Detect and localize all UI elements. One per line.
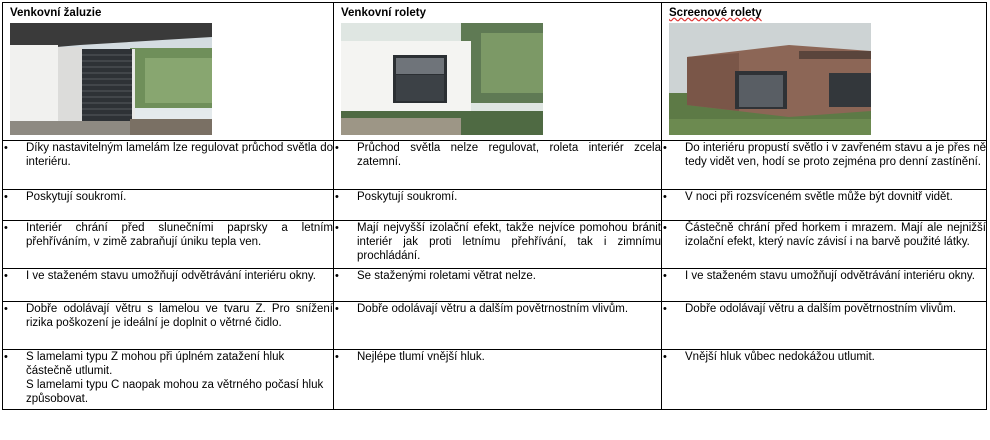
comparison-row (3, 269, 987, 302)
cell-text: Poskytují soukromí. (357, 191, 458, 203)
bullet-icon: • (4, 351, 8, 363)
bullet-icon: • (4, 142, 8, 154)
table-cell (3, 269, 334, 302)
list-item (334, 141, 661, 169)
column-title: Venkovní žaluzie (10, 7, 102, 19)
exterior-blinds-photo (10, 23, 212, 135)
cell-text: Mají nejvyšší izolační efekt, takže nejvíce pomohou bránit interiér jak proti letnímu přehřívání, tak i zimnímu prochládání. (357, 222, 661, 262)
column-header-exterior-blinds (3, 3, 334, 141)
list-item (3, 302, 333, 330)
screen-blinds-photo (669, 23, 871, 135)
table-cell (334, 190, 662, 221)
table-cell (3, 350, 334, 410)
table-cell (334, 350, 662, 410)
comparison-row (3, 302, 987, 350)
list-item (662, 302, 986, 316)
cell-text: Poskytují soukromí. (26, 191, 127, 203)
list-item (334, 302, 661, 316)
comparison-row (3, 141, 987, 190)
cell-text: Se staženými roletami větrat nelze. (357, 270, 536, 282)
column-header-roller-shutters (334, 3, 662, 141)
cell-text: Průchod světla nelze regulovat, roleta interiér zcela zatemní. (357, 142, 661, 168)
bullet-icon: • (4, 303, 8, 315)
table-cell (334, 141, 662, 190)
column-title: Venkovní rolety (341, 7, 427, 19)
column-title: Screenové rolety (669, 7, 762, 19)
cell-text: I ve staženém stavu umožňují odvětrávání interiéru okny. (685, 270, 975, 282)
cell-text: Do interiéru propustí světlo i v zavřeném stavu a je přes ně tedy vidět ven, hodí se proto zejména pro denní zastínění. (685, 142, 986, 168)
bullet-icon: • (663, 191, 667, 203)
bullet-icon: • (335, 303, 339, 315)
bullet-icon: • (335, 191, 339, 203)
cell-text: V noci při rozsvíceném světle může být dovnitř vidět. (685, 191, 953, 203)
comparison-table (2, 2, 987, 410)
list-item (662, 141, 986, 169)
table-cell (334, 221, 662, 269)
cell-text: Dobře odolávají větru a dalším povětrnostním vlivům. (685, 303, 957, 315)
bullet-icon: • (335, 142, 339, 154)
list-item (662, 269, 986, 283)
cell-text: Díky nastavitelným lamelám lze regulovat průchod světla do interiéru. (26, 142, 333, 168)
bullet-icon: • (663, 270, 667, 282)
list-item (334, 221, 661, 263)
table-cell (662, 141, 987, 190)
cell-text: Částečně chrání před horkem i mrazem. Mají ale nejnižší izolační efekt, který navíc závisí i na barvě použité látky. (685, 222, 986, 248)
list-item (662, 190, 986, 204)
cell-text: I ve staženém stavu umožňují odvětrávání interiéru okny. (26, 270, 316, 282)
table-cell (662, 221, 987, 269)
table-cell (3, 141, 334, 190)
bullet-icon: • (663, 303, 667, 315)
table-cell (3, 190, 334, 221)
cell-text: Interiér chrání před slunečními paprsky a letním přehříváním, v zimě zabraňují úniku tepla ven. (26, 222, 333, 248)
comparison-row (3, 350, 987, 410)
list-item (334, 350, 661, 364)
bullet-icon: • (663, 351, 667, 363)
table-cell (3, 302, 334, 350)
list-item (3, 221, 333, 249)
bullet-icon: • (4, 222, 8, 234)
cell-text: Dobře odolávají větru s lamelou ve tvaru Z. Pro snížení rizika poškození je ideální je doplnit o větrné čidlo. (26, 303, 333, 329)
list-item (662, 350, 986, 364)
table-cell (334, 302, 662, 350)
list-item (3, 269, 333, 283)
table-cell (662, 190, 987, 221)
table-cell (662, 269, 987, 302)
cell-text: Vnější hluk vůbec nedokážou utlumit. (685, 351, 875, 363)
table-cell (3, 221, 334, 269)
comparison-row (3, 190, 987, 221)
list-item (662, 221, 986, 249)
comparison-row (3, 221, 987, 269)
cell-text: Nejlépe tlumí vnější hluk. (357, 351, 485, 363)
header-row (3, 3, 987, 141)
bullet-icon: • (335, 222, 339, 234)
roller-shutters-photo (341, 23, 543, 135)
list-item (3, 350, 333, 406)
bullet-icon: • (4, 191, 8, 203)
table-cell (662, 350, 987, 410)
table-cell (334, 269, 662, 302)
bullet-icon: • (335, 270, 339, 282)
bullet-icon: • (663, 222, 667, 234)
table-cell (662, 302, 987, 350)
list-item (3, 190, 333, 204)
list-item (334, 190, 661, 204)
bullet-icon: • (663, 142, 667, 154)
column-header-screen-blinds (662, 3, 987, 141)
cell-text: Dobře odolávají větru a dalším povětrnostním vlivům. (357, 303, 629, 315)
bullet-icon: • (4, 270, 8, 282)
list-item (334, 269, 661, 283)
bullet-icon: • (335, 351, 339, 363)
list-item (3, 141, 333, 169)
cell-text: S lamelami typu Z mohou při úplném zatažení hluk částečně utlumit. S lamelami typu C naopak mohou za větrného počasí hluk způsobovat. (26, 351, 324, 405)
